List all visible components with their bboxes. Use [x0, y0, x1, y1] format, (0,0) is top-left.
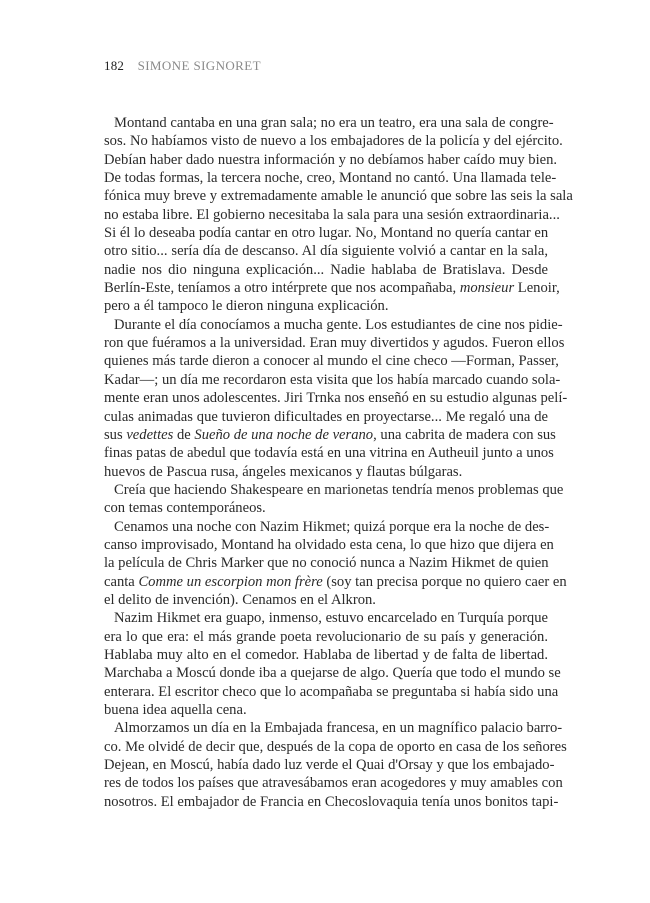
text-line: Si él lo deseaba podía cantar en otro lugar. No, Montand no quería cantar en	[104, 225, 549, 242]
text-line: Montand cantaba en una gran sala; no era un teatro, era una sala de congre-	[114, 115, 554, 131]
text-line: sus vedettes de Sueño de una noche de verano, una cabrita de madera con sus	[104, 426, 556, 443]
text-line: culas animadas que tuvieron dificultades en proyectarse... Me regaló una de	[104, 408, 548, 425]
text-line: ron que fuéramos a la universidad. Eran muy divertidos y agudos. Fueron ellos	[104, 335, 565, 352]
italic-text: vedettes	[126, 426, 174, 443]
text-line: mente eran unos adolescentes. Jiri Trnka nos enseñó en su estudio algunas pelí-	[104, 390, 568, 407]
text-line: Debían haber dado nuestra información y no debíamos haber caído muy bien.	[104, 151, 558, 168]
text-line: co. Me olvidé de decir que, después de la copa de oporto en casa de los señores	[104, 738, 567, 755]
text-line: otro sitio... sería día de descanso. Al día siguiente volvió a cantar en la sala,	[104, 243, 548, 260]
text-line: res de todos los países que atravesábamos eran acogedores y muy amables con	[104, 775, 563, 792]
italic-text: Comme un escorpion mon frère	[138, 573, 323, 590]
text-line: Kadar—; un día me recordaron esta visita que los había marcado cuando sola-	[104, 371, 561, 388]
text-line: nadie nos dio ninguna explicación... Nadie hablaba de Bratislava. Desde	[104, 261, 548, 278]
text-line: canta Comme un escorpion mon frère (soy tan precisa porque no quiero caer en	[104, 573, 567, 590]
page-number: 182	[104, 58, 125, 73]
text-line: nosotros. El embajador de Francia en Checoslovaquia tenía unos bonitos tapi-	[104, 793, 559, 810]
text-line: buena idea aquella cena.	[104, 702, 247, 718]
text-line: con temas contemporáneos.	[104, 500, 266, 517]
text-line: Berlín-Este, teníamos a otro intérprete que nos acompañaba, monsieur Lenoir,	[104, 280, 560, 297]
text-line: Almorzamos un día en la Embajada francesa, en un magnífico palacio barro-	[114, 720, 563, 737]
text-line: Cenamos una noche con Nazim Hikmet; quizá porque era la noche de des-	[114, 518, 550, 535]
text-line: huevos de Pascua rusa, ángeles mexicanos y flautas búlgaras.	[104, 463, 463, 480]
text-line: el delito de invención). Cenamos en el Alkron.	[104, 591, 376, 608]
text-line: sos. No habíamos visto de nuevo a los embajadores de la policía y del ejército.	[104, 133, 563, 150]
text-line: canso improvisado, Montand ha olvidado esta cena, lo que hizo que dijera en	[104, 536, 554, 553]
italic-text: monsieur	[459, 280, 515, 297]
text-line: Hablaba muy alto en el comedor. Hablaba de libertad y de falta de libertad.	[104, 646, 548, 663]
text-line: enterara. El escritor checo que lo acompañaba se preguntaba si había sido una	[104, 683, 559, 700]
text-line: quienes más tarde dieron a conocer al mundo el cine checo —Forman, Passer,	[104, 353, 559, 370]
text-line: Durante el día conocíamos a mucha gente. Los estudiantes de cine nos pidie-	[114, 316, 563, 333]
text-line: no estaba libre. El gobierno necesitaba la sala para una sesión extraordinaria...	[104, 206, 560, 223]
text-line: era lo que era: el más grande poeta revolucionario de su país y generación.	[104, 628, 548, 645]
text-line: Creía que haciendo Shakespeare en marionetas tendría menos problemas que	[114, 481, 564, 498]
text-line: la película de Chris Marker que no conoció nunca a Nazim Hikmet de quien	[104, 555, 549, 572]
italic-text: Sueño de una noche de verano	[194, 426, 374, 443]
text-line: fónica muy breve y extremadamente amable le anunció que sobre las seis la sala	[104, 188, 573, 205]
text-line: Marchaba a Moscú donde iba a quejarse de algo. Quería que todo el mundo se	[104, 665, 561, 682]
text-line: Dejean, en Moscú, había dado luz verde el Quai d'Orsay y que los embajado-	[104, 757, 555, 774]
text-line: pero a él tampoco le dieron ninguna explicación.	[104, 298, 389, 315]
running-head-title: SIMONE SIGNORET	[137, 58, 261, 73]
text-line: finas patas de abedul que todavía está en una vitrina en Autheuil junto a unos	[104, 445, 554, 462]
text-line: De todas formas, la tercera noche, creo, Montand no cantó. Una llamada tele-	[104, 170, 557, 187]
body-text	[104, 114, 573, 811]
text-line: Nazim Hikmet era guapo, inmenso, estuvo encarcelado en Turquía porque	[114, 610, 548, 627]
running-head	[104, 58, 261, 74]
